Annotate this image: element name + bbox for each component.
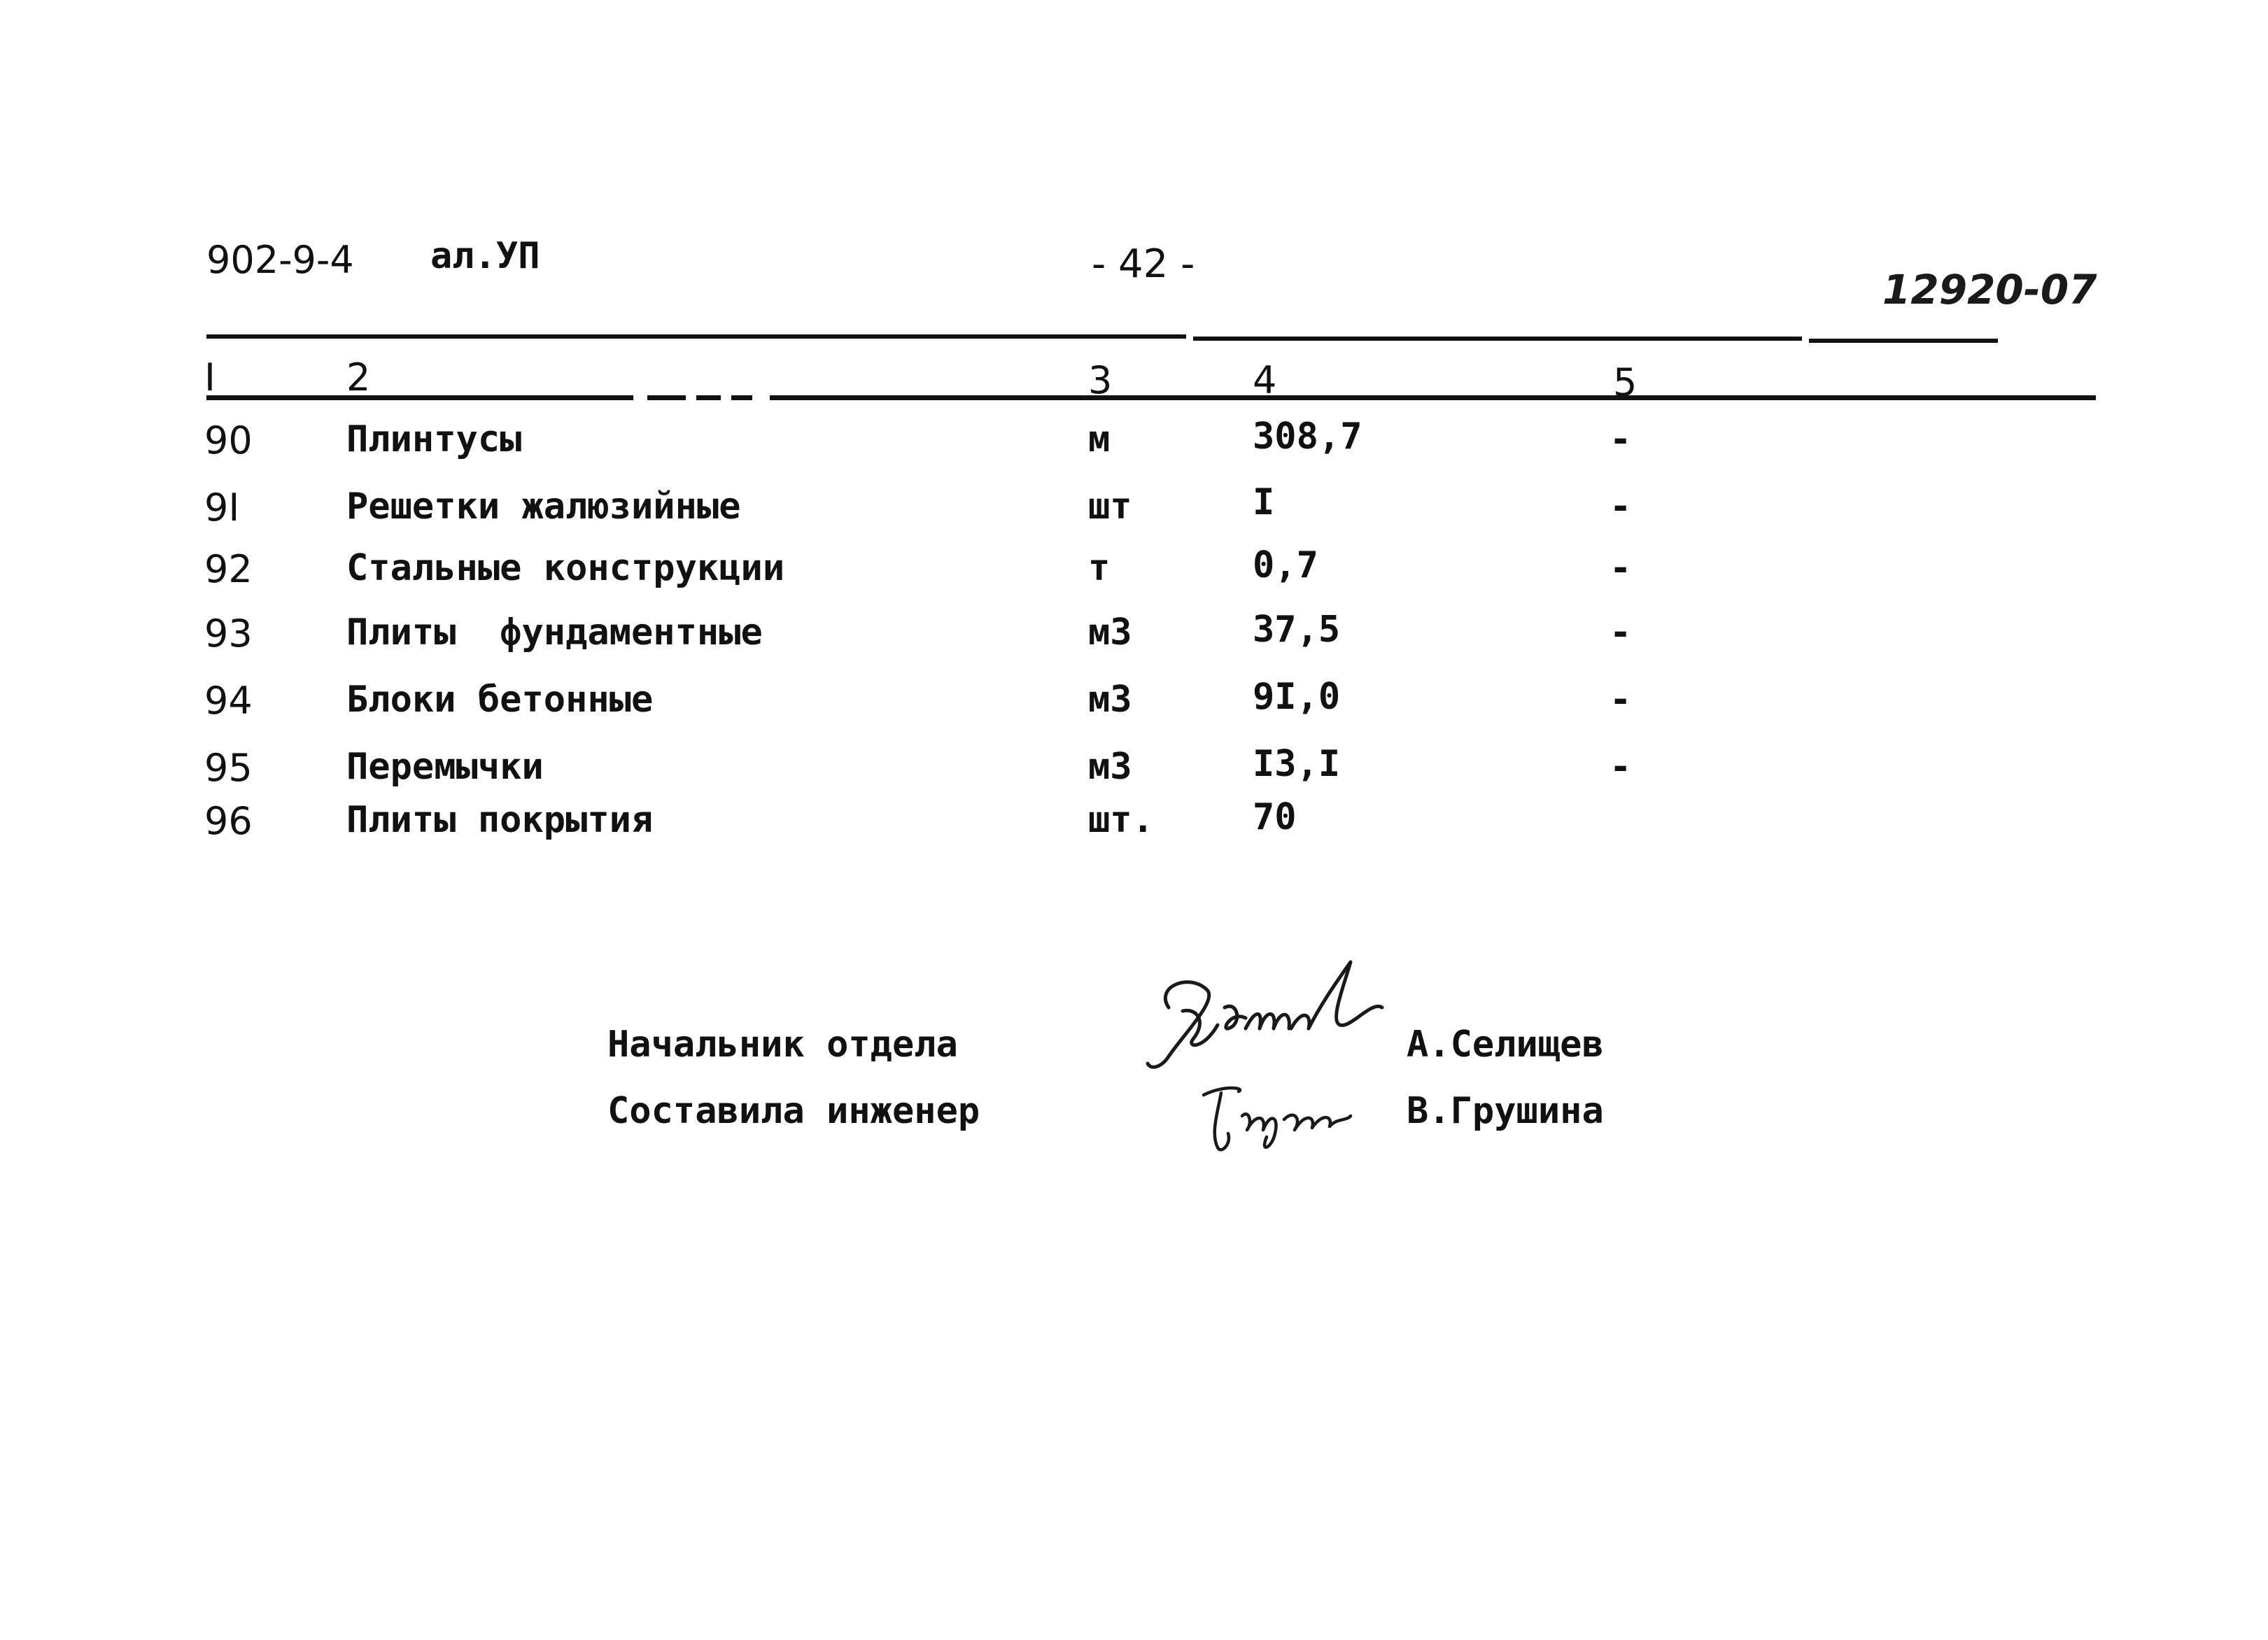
- row-number: 93: [204, 612, 253, 656]
- row-name: Решетки жалюзийные: [346, 486, 741, 528]
- row-unit: м3: [1088, 679, 1132, 721]
- signature-title-engineer: Составила инженер: [607, 1090, 980, 1132]
- row-note: -: [1610, 746, 1632, 788]
- row-number: 92: [204, 547, 253, 591]
- column-header-4: 4: [1253, 358, 1277, 402]
- row-unit: шт.: [1088, 799, 1154, 841]
- row-qty: 37,5: [1253, 609, 1341, 651]
- row-name: Перемычки: [346, 746, 544, 788]
- row-note: -: [1610, 612, 1632, 653]
- header-rule-seg3: [696, 395, 721, 400]
- column-header-3: 3: [1088, 358, 1113, 402]
- row-qty: 0,7: [1253, 544, 1318, 586]
- row-name: Плиты покрытия: [346, 799, 654, 841]
- row-note: -: [1610, 418, 1632, 460]
- row-name: Плинтусы: [346, 418, 522, 460]
- header-rule-seg5: [770, 395, 2096, 400]
- row-qty: 9I,0: [1253, 676, 1341, 718]
- row-unit: м: [1088, 418, 1111, 460]
- row-number: 95: [204, 746, 253, 790]
- signature-title-head: Начальник отдела: [607, 1024, 958, 1066]
- signature-name-head: А.Селищев: [1407, 1024, 1604, 1066]
- row-name: Плиты фундаментные: [346, 612, 763, 653]
- row-name: Стальные конструкции: [346, 547, 785, 589]
- row-number: 96: [204, 799, 253, 843]
- sheet-label: ал.УП: [430, 235, 540, 277]
- page-number: - 42 -: [1092, 241, 1195, 287]
- row-qty: I3,I: [1253, 743, 1341, 785]
- row-note: -: [1610, 547, 1632, 589]
- row-note: -: [1610, 486, 1632, 528]
- column-header-2: 2: [346, 355, 371, 400]
- header-rule-seg2: [647, 395, 686, 400]
- top-rule-mid: [1193, 337, 1802, 341]
- document-code: 902-9-4: [206, 238, 354, 282]
- row-name: Блоки бетонные: [346, 679, 654, 721]
- row-qty: I: [1253, 481, 1275, 523]
- row-number: 9I: [204, 486, 240, 530]
- row-number: 94: [204, 679, 253, 723]
- signature-scribble-head: [1141, 959, 1435, 1084]
- header-rule-seg4: [731, 395, 752, 400]
- top-rule-right: [1809, 339, 1998, 343]
- row-note: -: [1610, 679, 1632, 721]
- archive-number: 12920-07: [1882, 266, 2097, 313]
- header-rule-seg1: [206, 395, 633, 400]
- row-number: 90: [204, 418, 253, 462]
- row-unit: т: [1088, 547, 1111, 589]
- row-qty: 308,7: [1253, 416, 1362, 458]
- signature-name-engineer: В.Грушина: [1407, 1090, 1604, 1132]
- row-unit: м3: [1088, 746, 1132, 788]
- row-unit: шт: [1088, 486, 1132, 528]
- row-qty: 70: [1253, 796, 1297, 838]
- row-unit: м3: [1088, 612, 1132, 653]
- column-header-5: 5: [1613, 360, 1637, 404]
- column-header-1: I: [204, 355, 216, 400]
- top-rule-left: [206, 334, 1186, 339]
- signature-scribble-engineer: [1190, 1077, 1372, 1161]
